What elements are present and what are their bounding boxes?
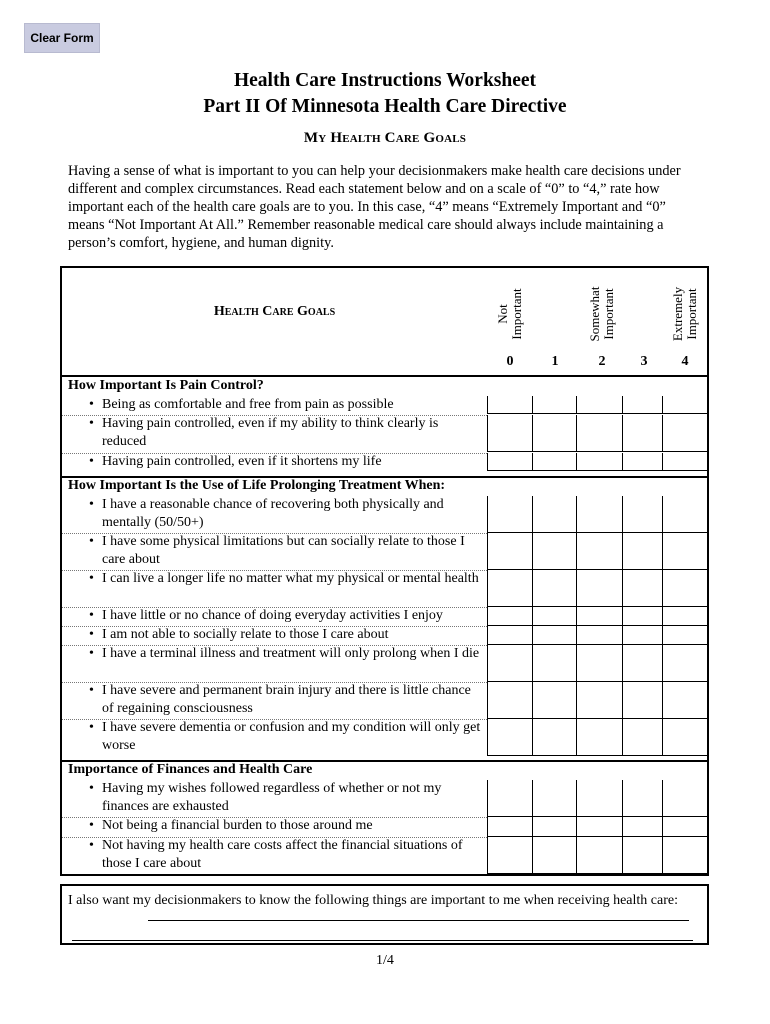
rating-cell-2[interactable] [576, 570, 622, 607]
rating-cell-2[interactable] [576, 453, 622, 471]
rating-cell-4[interactable] [662, 626, 709, 645]
rating-cell-2[interactable] [576, 496, 622, 533]
goal-item [89, 780, 482, 816]
bullet: • [89, 818, 94, 833]
rating-cell-0[interactable] [487, 453, 532, 471]
rating-cell-1[interactable] [532, 415, 576, 452]
rating-cell-4[interactable] [662, 780, 709, 817]
rating-cell-4[interactable] [662, 496, 709, 533]
bullet: • [89, 416, 94, 431]
rating-cell-1[interactable] [532, 533, 576, 570]
rating-cell-0[interactable] [487, 415, 532, 452]
goal-item [89, 682, 482, 718]
scale-number: 3 [640, 354, 648, 369]
rating-cell-3[interactable] [622, 415, 662, 452]
rating-cell-4[interactable] [662, 719, 709, 756]
goal-item-text: Having pain controlled, even if my ability to think clearly is reduced [102, 416, 439, 449]
section-title: How Important Is Pain Control? [68, 378, 264, 393]
bullet: • [89, 781, 94, 796]
health-care-goals-table [60, 266, 709, 876]
page-title: Health Care Instructions Worksheet [233, 70, 537, 91]
rating-cell-1[interactable] [532, 607, 576, 626]
goal-item [89, 533, 482, 569]
rating-cell-0[interactable] [487, 607, 532, 626]
rating-row [487, 626, 709, 645]
goal-item [89, 415, 482, 451]
rating-cell-2[interactable] [576, 780, 622, 817]
rating-row [487, 570, 709, 607]
row-divider [62, 645, 487, 646]
rating-cell-3[interactable] [622, 817, 662, 837]
rating-cell-0[interactable] [487, 533, 532, 570]
rating-cell-3[interactable] [622, 607, 662, 626]
rating-cell-3[interactable] [622, 837, 662, 874]
rating-row [487, 496, 709, 533]
goal-item-text: Having my wishes followed regardless of whether or not my finances are exhausted [102, 781, 442, 814]
rating-cell-0[interactable] [487, 626, 532, 645]
rating-cell-0[interactable] [487, 682, 532, 719]
rating-cell-3[interactable] [622, 396, 662, 414]
bullet: • [89, 683, 94, 698]
notes-input-line[interactable] [72, 940, 693, 941]
rating-cell-2[interactable] [576, 719, 622, 756]
rating-cell-0[interactable] [487, 645, 532, 682]
goal-item-text: Not being a financial burden to those around me [102, 818, 373, 833]
row-divider [62, 626, 487, 627]
scale-label-not-important: Not Important [495, 288, 524, 340]
row-divider [62, 415, 487, 416]
goal-item-text: I am not able to socially relate to those I care about [102, 627, 389, 642]
rating-row [487, 453, 709, 471]
rating-cell-3[interactable] [622, 780, 662, 817]
section-title: Importance of Finances and Health Care [68, 762, 313, 777]
bullet: • [89, 608, 94, 623]
rating-cell-4[interactable] [662, 607, 709, 626]
row-divider [62, 570, 487, 571]
rating-cell-4[interactable] [662, 817, 709, 837]
intro-paragraph: Having a sense of what is important to you can help your decisionmakers make health care decisions under different and complex circumstances. Read each statement below and on a scale of “0” to “4,” rate how important each of the health care goals are to you. In this case, “4” means “Extremely Important and “0” means “Not Important At All.” Remember reasonable medical care should always include maintaining a person’s comfort, hygiene, and human dignity. [68, 163, 681, 251]
rating-cell-3[interactable] [622, 453, 662, 471]
rating-cell-2[interactable] [576, 396, 622, 414]
rating-cell-2[interactable] [576, 626, 622, 645]
rating-cell-4[interactable] [662, 453, 709, 471]
page-number: 1/4 [376, 953, 394, 968]
goal-item [89, 396, 482, 414]
rating-cell-0[interactable] [487, 780, 532, 817]
rating-cell-4[interactable] [662, 682, 709, 719]
bullet: • [89, 646, 94, 661]
rating-cell-4[interactable] [662, 415, 709, 452]
rating-cell-2[interactable] [576, 645, 622, 682]
bullet: • [89, 534, 94, 549]
goal-item [89, 719, 482, 755]
rating-cell-1[interactable] [532, 817, 576, 837]
goal-item-text: I have a terminal illness and treatment will only prolong when I die [102, 646, 480, 661]
scale-number: 4 [681, 354, 689, 369]
rating-cell-0[interactable] [487, 817, 532, 837]
goal-item [89, 570, 482, 588]
rating-row [487, 607, 709, 626]
rating-cell-0[interactable] [487, 496, 532, 533]
rating-cell-4[interactable] [662, 645, 709, 682]
rating-cell-4[interactable] [662, 533, 709, 570]
notes-input-line[interactable] [148, 920, 689, 921]
rating-cell-3[interactable] [622, 533, 662, 570]
rating-cell-3[interactable] [622, 626, 662, 645]
goal-item-text: I have some physical limitations but can socially relate to those I care about [102, 534, 465, 567]
goal-item [89, 607, 482, 625]
goal-item [89, 496, 482, 532]
rating-cell-3[interactable] [622, 719, 662, 756]
rating-row [487, 682, 709, 719]
section-divider [62, 375, 707, 377]
row-divider [62, 453, 487, 454]
rating-cell-1[interactable] [532, 719, 576, 756]
rating-row [487, 415, 709, 452]
rating-cell-1[interactable] [532, 682, 576, 719]
rating-cell-1[interactable] [532, 780, 576, 817]
rating-cell-1[interactable] [532, 626, 576, 645]
row-divider [62, 682, 487, 683]
goal-item [89, 817, 482, 835]
goal-item-text: I have severe dementia or confusion and my condition will only get worse [102, 720, 481, 753]
goal-item-text: I can live a longer life no matter what my physical or mental health [102, 571, 479, 586]
row-divider [62, 817, 487, 818]
bullet: • [89, 454, 94, 469]
rating-row [487, 719, 709, 756]
goal-item-text: Not having my health care costs affect the financial situations of those I care about [102, 838, 463, 871]
section-title: How Important Is the Use of Life Prolonging Treatment When: [68, 478, 446, 493]
goal-item [89, 626, 482, 644]
rating-row [487, 780, 709, 817]
rating-cell-0[interactable] [487, 719, 532, 756]
scale-number: 1 [551, 354, 559, 369]
goal-item [89, 837, 482, 873]
rating-cell-2[interactable] [576, 817, 622, 837]
rating-cell-1[interactable] [532, 496, 576, 533]
scale-number: 0 [506, 354, 514, 369]
bullet: • [89, 397, 94, 412]
rating-cell-1[interactable] [532, 645, 576, 682]
row-divider [62, 533, 487, 534]
rating-row [487, 533, 709, 570]
rating-cell-4[interactable] [662, 570, 709, 607]
rating-cell-0[interactable] [487, 570, 532, 607]
goal-item-text: Having pain controlled, even if it shortens my life [102, 454, 382, 469]
rating-cell-3[interactable] [622, 682, 662, 719]
rating-cell-3[interactable] [622, 496, 662, 533]
rating-cell-3[interactable] [622, 570, 662, 607]
rating-cell-2[interactable] [576, 533, 622, 570]
clear-form-button[interactable]: Clear Form [24, 23, 100, 53]
rating-cell-2[interactable] [576, 837, 622, 874]
page-subtitle: Part II Of Minnesota Health Care Directive [203, 96, 567, 117]
scale-label-somewhat-important: Somewhat Important [587, 286, 616, 342]
scale-label-extremely-important: Extremely Important [670, 286, 699, 342]
notes-prompt: I also want my decisionmakers to know the following things are important to me when receiving health care: [68, 893, 678, 908]
bullet: • [89, 571, 94, 586]
bullet: • [89, 497, 94, 512]
rating-row [487, 837, 709, 874]
goal-item [89, 453, 482, 471]
rating-cell-0[interactable] [487, 837, 532, 874]
rating-cell-1[interactable] [532, 453, 576, 471]
bullet: • [89, 627, 94, 642]
row-divider [62, 607, 487, 608]
rating-cell-4[interactable] [662, 396, 709, 414]
rating-cell-2[interactable] [576, 607, 622, 626]
rating-cell-1[interactable] [532, 396, 576, 414]
goal-item-text: I have little or no chance of doing everyday activities I enjoy [102, 608, 443, 623]
rating-cell-1[interactable] [532, 570, 576, 607]
goal-item-text: Being as comfortable and free from pain as possible [102, 397, 394, 412]
section-heading: My Health Care Goals [303, 130, 467, 146]
goal-item [89, 645, 482, 663]
row-divider [62, 837, 487, 838]
additional-notes-box [60, 884, 709, 945]
bullet: • [89, 720, 94, 735]
scale-number: 2 [598, 354, 606, 369]
goal-item-text: I have severe and permanent brain injury and there is little chance of regaining consciousness [102, 683, 471, 716]
rating-cell-2[interactable] [576, 415, 622, 452]
row-divider [62, 719, 487, 720]
rating-cell-2[interactable] [576, 682, 622, 719]
rating-cell-1[interactable] [532, 837, 576, 874]
rating-row [487, 645, 709, 682]
rating-cell-3[interactable] [622, 645, 662, 682]
rating-cell-0[interactable] [487, 396, 532, 414]
bullet: • [89, 838, 94, 853]
goal-item-text: I have a reasonable chance of recovering both physically and mentally (50/50+) [102, 497, 444, 530]
goals-column-header: Health Care Goals [213, 304, 336, 319]
rating-row [487, 396, 709, 414]
rating-cell-4[interactable] [662, 837, 709, 874]
rating-row [487, 817, 709, 837]
